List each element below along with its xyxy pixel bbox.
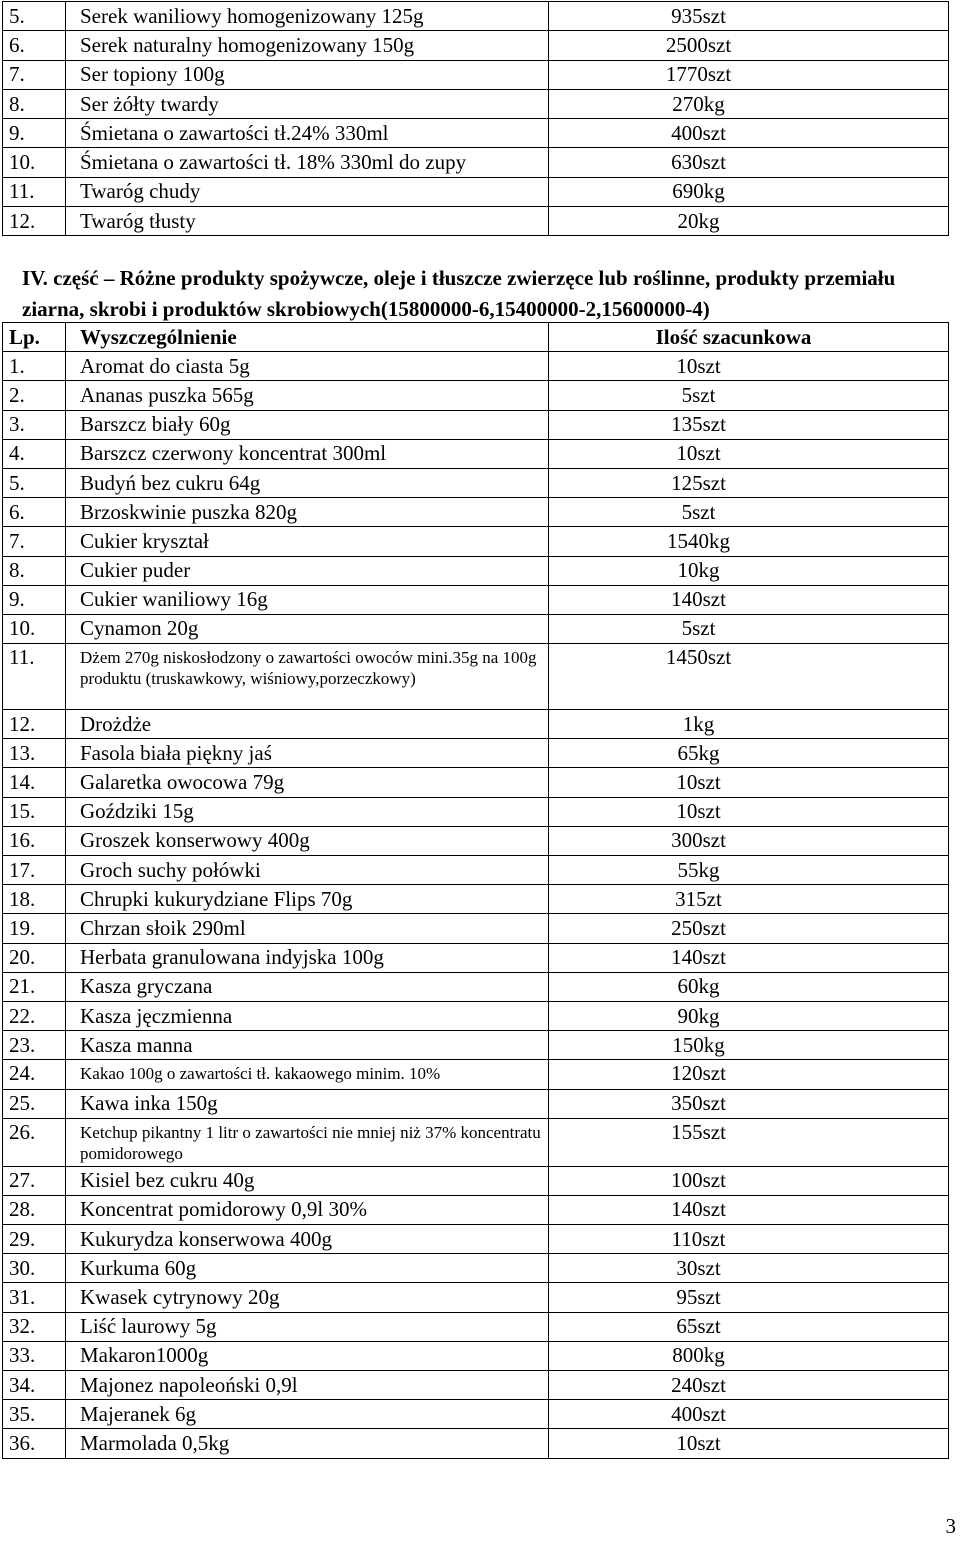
row-quantity: 135szt: [549, 410, 949, 439]
table-row: [3, 119, 949, 148]
table-row: [3, 972, 949, 1001]
row-number: 9.: [3, 585, 66, 614]
row-quantity: 150kg: [549, 1031, 949, 1060]
table-row: [3, 768, 949, 797]
row-quantity: 935szt: [549, 2, 949, 31]
row-number: 27.: [3, 1166, 66, 1195]
row-number: 30.: [3, 1254, 66, 1283]
row-product-name: Majeranek 6g: [66, 1400, 549, 1429]
row-quantity: 140szt: [549, 943, 949, 972]
row-quantity: 55kg: [549, 856, 949, 885]
row-quantity: 400szt: [549, 1400, 949, 1429]
row-number: 26.: [3, 1118, 66, 1166]
row-quantity: 10kg: [549, 556, 949, 585]
table-row: [3, 585, 949, 614]
row-number: 36.: [3, 1429, 66, 1458]
table-row: [3, 1254, 949, 1283]
row-product-name: Śmietana o zawartości tł. 18% 330ml do zupy: [66, 148, 549, 177]
row-quantity: 125szt: [549, 468, 949, 497]
table-row: [3, 856, 949, 885]
row-number: 3.: [3, 410, 66, 439]
table-row: [3, 1195, 949, 1224]
table-row: [3, 1031, 949, 1060]
row-product-name: Śmietana o zawartości tł.24% 330ml: [66, 119, 549, 148]
section-heading: IV. część – Różne produkty spożywcze, oleje i tłuszcze zwierzęce lub roślinne, produkty przemiału ziarna, skrobi i produktów skrobiowych(15800000-6,15400000-2,15600000-4): [22, 266, 896, 321]
row-quantity: 5szt: [549, 498, 949, 527]
row-quantity: 5szt: [549, 381, 949, 410]
row-product-name: Kukurydza konserwowa 400g: [66, 1225, 549, 1254]
row-quantity: 140szt: [549, 585, 949, 614]
row-quantity: 800kg: [549, 1341, 949, 1370]
row-number: 32.: [3, 1312, 66, 1341]
table-row: [3, 89, 949, 118]
row-product-name: Chrupki kukurydziane Flips 70g: [66, 885, 549, 914]
row-number: 12.: [3, 207, 66, 236]
table-row: [3, 1225, 949, 1254]
row-product-name: Barszcz biały 60g: [66, 410, 549, 439]
row-number: 13.: [3, 739, 66, 768]
row-quantity: 10szt: [549, 1429, 949, 1458]
table-row: [3, 2, 949, 31]
table-row: [3, 1312, 949, 1341]
table-row: [3, 527, 949, 556]
row-product-name: Ananas puszka 565g: [66, 381, 549, 410]
row-number: 25.: [3, 1089, 66, 1118]
table-row: [3, 498, 949, 527]
row-product-name: Kasza gryczana: [66, 972, 549, 1001]
table-row: [3, 381, 949, 410]
row-quantity: 300szt: [549, 826, 949, 855]
row-quantity: 1770szt: [549, 60, 949, 89]
row-quantity: 2500szt: [549, 31, 949, 60]
table-row: [3, 177, 949, 206]
row-number: 18.: [3, 885, 66, 914]
row-number: 7.: [3, 527, 66, 556]
row-quantity: 10szt: [549, 768, 949, 797]
row-quantity: 20kg: [549, 207, 949, 236]
table-row: [3, 1089, 949, 1118]
header-name: Wyszczególnienie: [66, 323, 549, 352]
row-number: 22.: [3, 1001, 66, 1030]
row-product-name: Chrzan słoik 290ml: [66, 914, 549, 943]
row-product-name: Serek naturalny homogenizowany 150g: [66, 31, 549, 60]
row-number: 11.: [3, 644, 66, 710]
row-product-name: Cukier puder: [66, 556, 549, 585]
table-row: [3, 826, 949, 855]
row-product-name: Goździki 15g: [66, 797, 549, 826]
row-number: 23.: [3, 1031, 66, 1060]
row-product-name: Liść laurowy 5g: [66, 1312, 549, 1341]
row-quantity: 400szt: [549, 119, 949, 148]
table-row: [3, 614, 949, 643]
table-row: [3, 885, 949, 914]
table-row: [3, 1400, 949, 1429]
table-row: [3, 1371, 949, 1400]
row-product-name: Makaron1000g: [66, 1341, 549, 1370]
row-quantity: 5szt: [549, 614, 949, 643]
row-product-name: Kasza manna: [66, 1031, 549, 1060]
row-quantity: 350szt: [549, 1089, 949, 1118]
row-number: 1.: [3, 352, 66, 381]
row-product-name: Kawa inka 150g: [66, 1089, 549, 1118]
row-product-name: Fasola biała piękny jaś: [66, 739, 549, 768]
table-row: [3, 1060, 949, 1089]
products-table-body: [3, 352, 949, 1458]
row-number: 11.: [3, 177, 66, 206]
row-product-name: Cukier waniliowy 16g: [66, 585, 549, 614]
row-quantity: 270kg: [549, 89, 949, 118]
row-number: 20.: [3, 943, 66, 972]
row-product-name: Ser żółty twardy: [66, 89, 549, 118]
row-quantity: 60kg: [549, 972, 949, 1001]
row-number: 31.: [3, 1283, 66, 1312]
row-quantity: 10szt: [549, 352, 949, 381]
row-product-name: Groch suchy połówki: [66, 856, 549, 885]
table-row: [3, 644, 949, 710]
row-quantity: 630szt: [549, 148, 949, 177]
row-product-name: Twaróg chudy: [66, 177, 549, 206]
row-number: 33.: [3, 1341, 66, 1370]
row-product-name: Budyń bez cukru 64g: [66, 468, 549, 497]
table-row: [3, 1118, 949, 1166]
row-quantity: 120szt: [549, 1060, 949, 1089]
row-quantity: 140szt: [549, 1195, 949, 1224]
row-quantity: 100szt: [549, 1166, 949, 1195]
row-product-name: Cukier kryształ: [66, 527, 549, 556]
row-quantity: 110szt: [549, 1225, 949, 1254]
row-quantity: 690kg: [549, 177, 949, 206]
row-product-name: Twaróg tłusty: [66, 207, 549, 236]
table-row: [3, 352, 949, 381]
table-row: [3, 148, 949, 177]
row-number: 6.: [3, 31, 66, 60]
row-product-name: Kurkuma 60g: [66, 1254, 549, 1283]
row-number: 5.: [3, 2, 66, 31]
table-row: [3, 207, 949, 236]
row-quantity: 65kg: [549, 739, 949, 768]
row-product-name: Groszek konserwowy 400g: [66, 826, 549, 855]
row-number: 35.: [3, 1400, 66, 1429]
row-number: 2.: [3, 381, 66, 410]
table-row: [3, 943, 949, 972]
row-product-name: Cynamon 20g: [66, 614, 549, 643]
row-number: 24.: [3, 1060, 66, 1089]
row-number: 19.: [3, 914, 66, 943]
row-quantity: 315zt: [549, 885, 949, 914]
row-quantity: 65szt: [549, 1312, 949, 1341]
header-lp: Lp.: [3, 323, 66, 352]
row-quantity: 90kg: [549, 1001, 949, 1030]
row-product-name: Ketchup pikantny 1 litr o zawartości nie mniej niż 37% koncentratu pomidorowego: [66, 1118, 549, 1166]
row-product-name: Kisiel bez cukru 40g: [66, 1166, 549, 1195]
table-row: [3, 60, 949, 89]
table-row: [3, 1429, 949, 1458]
table-row: [3, 1341, 949, 1370]
row-quantity: 1kg: [549, 710, 949, 739]
table-header-row: [3, 323, 949, 352]
row-product-name: Serek waniliowy homogenizowany 125g: [66, 2, 549, 31]
row-quantity: 250szt: [549, 914, 949, 943]
row-quantity: 1540kg: [549, 527, 949, 556]
products-table: [2, 322, 949, 1459]
row-product-name: Kwasek cytrynowy 20g: [66, 1283, 549, 1312]
row-number: 21.: [3, 972, 66, 1001]
table-row: [3, 739, 949, 768]
table-row: [3, 468, 949, 497]
row-product-name: Dżem 270g niskosłodzony o zawartości owoców mini.35g na 100g produktu (truskawkowy, wiśniowy,porzeczkowy): [66, 644, 549, 710]
row-product-name: Marmolada 0,5kg: [66, 1429, 549, 1458]
row-quantity: 155szt: [549, 1118, 949, 1166]
table-row: [3, 439, 949, 468]
table-row: [3, 31, 949, 60]
row-number: 4.: [3, 439, 66, 468]
row-number: 10.: [3, 614, 66, 643]
table-row: [3, 410, 949, 439]
row-product-name: Majonez napoleoński 0,9l: [66, 1371, 549, 1400]
row-product-name: Brzoskwinie puszka 820g: [66, 498, 549, 527]
row-product-name: Herbata granulowana indyjska 100g: [66, 943, 549, 972]
row-quantity: 1450szt: [549, 644, 949, 710]
table-row: [3, 797, 949, 826]
row-product-name: Ser topiony 100g: [66, 60, 549, 89]
row-product-name: Kakao 100g o zawartości tł. kakaowego minim. 10%: [66, 1060, 549, 1089]
row-number: 6.: [3, 498, 66, 527]
row-quantity: 30szt: [549, 1254, 949, 1283]
row-number: 10.: [3, 148, 66, 177]
page-number: 3: [945, 1514, 956, 1538]
row-quantity: 10szt: [549, 797, 949, 826]
row-number: 15.: [3, 797, 66, 826]
row-number: 8.: [3, 89, 66, 118]
row-quantity: 240szt: [549, 1371, 949, 1400]
row-product-name: Drożdże: [66, 710, 549, 739]
table-row: [3, 1166, 949, 1195]
row-product-name: Kasza jęczmienna: [66, 1001, 549, 1030]
table-row: [3, 710, 949, 739]
row-product-name: Barszcz czerwony koncentrat 300ml: [66, 439, 549, 468]
row-quantity: 10szt: [549, 439, 949, 468]
row-number: 14.: [3, 768, 66, 797]
row-number: 12.: [3, 710, 66, 739]
row-number: 28.: [3, 1195, 66, 1224]
row-number: 34.: [3, 1371, 66, 1400]
row-product-name: Aromat do ciasta 5g: [66, 352, 549, 381]
dairy-table-continuation: [2, 1, 949, 236]
row-number: 9.: [3, 119, 66, 148]
table-row: [3, 556, 949, 585]
row-number: 16.: [3, 826, 66, 855]
dairy-table-body: [3, 2, 949, 236]
table-row: [3, 1001, 949, 1030]
row-number: 17.: [3, 856, 66, 885]
table-row: [3, 1283, 949, 1312]
row-number: 8.: [3, 556, 66, 585]
header-qty: Ilość szacunkowa: [549, 323, 949, 352]
row-number: 7.: [3, 60, 66, 89]
table-row: [3, 914, 949, 943]
row-quantity: 95szt: [549, 1283, 949, 1312]
row-product-name: Koncentrat pomidorowy 0,9l 30%: [66, 1195, 549, 1224]
row-number: 5.: [3, 468, 66, 497]
row-product-name: Galaretka owocowa 79g: [66, 768, 549, 797]
row-number: 29.: [3, 1225, 66, 1254]
